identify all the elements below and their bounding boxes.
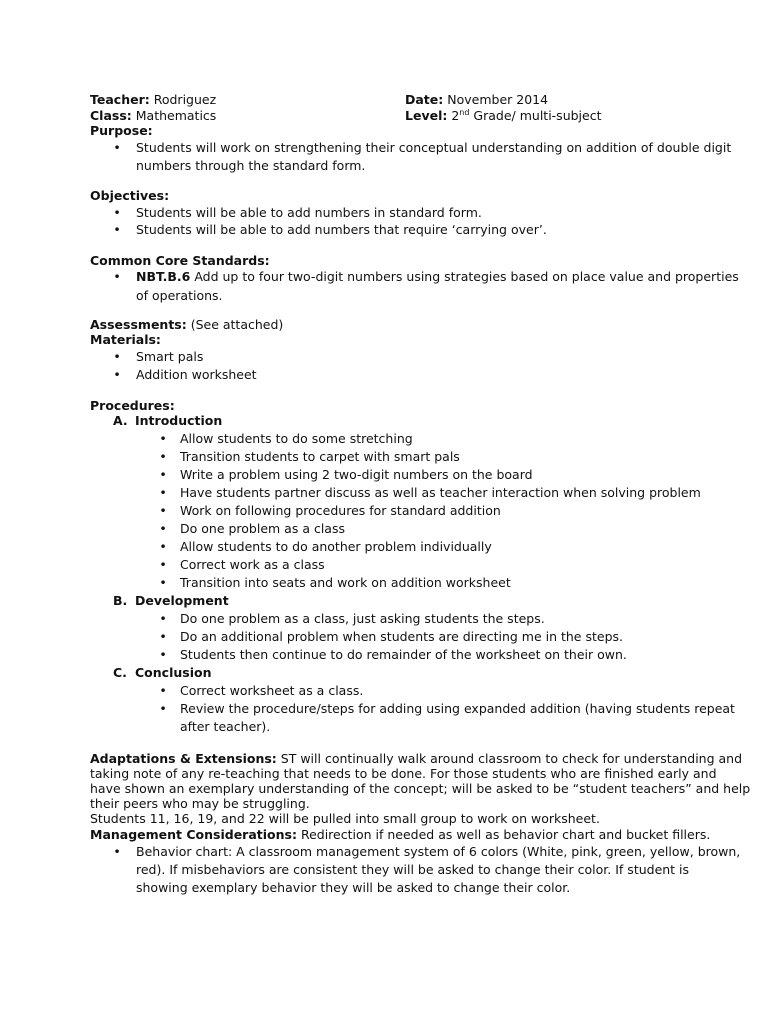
development-marker: B. — [113, 593, 128, 608]
management-heading: Management Considerations: — [90, 827, 297, 842]
development-item: Students then continue to do remainder of the worksheet on their own. — [180, 647, 627, 662]
bullet-icon: • — [159, 611, 167, 626]
intro-item: Correct work as a class — [180, 557, 325, 572]
adaptations-text: ST will continually walk around classroom to check for understanding and — [276, 751, 743, 766]
intro-title: Introduction — [135, 413, 223, 428]
bullet-icon: • — [113, 140, 121, 155]
level-rest: Grade/ multi-subject — [469, 108, 602, 123]
standards-heading: Common Core Standards: — [90, 253, 270, 268]
behavior-chart-line-3: showing exemplary behavior they will be asked to change their color. — [136, 880, 571, 895]
bullet-icon: • — [159, 449, 167, 464]
bullet-icon: • — [113, 269, 121, 284]
class-label: Class: — [90, 108, 132, 123]
intro-item: Allow students to do another problem individually — [180, 539, 492, 554]
date-value: November 2014 — [447, 92, 549, 107]
bullet-icon: • — [159, 485, 167, 500]
intro-item: Have students partner discuss as well as teacher interaction when solving problem — [180, 485, 701, 500]
assessments-heading: Assessments: — [90, 317, 187, 332]
management-line — [90, 826, 710, 844]
adaptations-line-2: taking note of any re-teaching that needs to be done. For those students who are finished early and — [90, 766, 717, 781]
intro-item: Allow students to do some stretching — [180, 431, 413, 446]
bullet-icon: • — [159, 431, 167, 446]
conclusion-item: Review the procedure/steps for adding using expanded addition (having students repeat — [180, 701, 735, 716]
bullet-icon: • — [159, 503, 167, 518]
intro-item: Do one problem as a class — [180, 521, 345, 536]
teacher-label: Teacher: — [90, 92, 150, 107]
conclusion-item-cont: after teacher). — [180, 719, 271, 734]
objective-item: Students will be able to add numbers in standard form. — [136, 205, 482, 220]
bullet-icon: • — [113, 844, 121, 859]
materials-heading: Materials: — [90, 332, 161, 347]
bullet-icon: • — [113, 222, 121, 237]
behavior-chart-line-2: red). If misbehaviors are consistent they will be asked to change their color. If student is — [136, 862, 690, 877]
bullet-icon: • — [159, 467, 167, 482]
conclusion-item: Correct worksheet as a class. — [180, 683, 364, 698]
adaptations-line-3: have shown an exemplary understanding of the concept; will be asked to be “student teachers” and help — [90, 781, 751, 796]
purpose-line-2: numbers through the standard form. — [136, 158, 366, 173]
bullet-icon: • — [113, 349, 121, 364]
bullet-icon: • — [159, 683, 167, 698]
bullet-icon: • — [159, 629, 167, 644]
adaptations-heading: Adaptations & Extensions: — [90, 751, 277, 766]
bullet-icon: • — [159, 521, 167, 536]
intro-item: Work on following procedures for standard addition — [180, 503, 501, 518]
development-item: Do an additional problem when students are directing me in the steps. — [180, 629, 623, 644]
assessments-text: (See attached) — [186, 317, 284, 332]
standards-line-2: of operations. — [136, 288, 223, 303]
intro-item: Transition into seats and work on addition worksheet — [180, 575, 511, 590]
bullet-icon: • — [159, 647, 167, 662]
conclusion-marker: C. — [113, 665, 127, 680]
standard-text: Add up to four two-digit numbers using strategies based on place value and properties — [190, 269, 739, 284]
bullet-icon: • — [113, 367, 121, 382]
conclusion-title: Conclusion — [135, 665, 212, 680]
level-num: 2 — [451, 108, 460, 123]
adaptations-line-4: their peers who may be struggling. — [90, 796, 310, 811]
bullet-icon: • — [159, 557, 167, 572]
bullet-icon: • — [159, 701, 167, 716]
bullet-icon: • — [113, 205, 121, 220]
intro-marker: A. — [113, 413, 128, 428]
bullet-icon: • — [159, 539, 167, 554]
level-sup: nd — [459, 107, 470, 117]
date-label: Date: — [405, 92, 444, 107]
development-item: Do one problem as a class, just asking students the steps. — [180, 611, 545, 626]
procedures-heading: Procedures: — [90, 398, 175, 413]
teacher-value: Rodriguez — [153, 92, 217, 107]
objectives-heading: Objectives: — [90, 188, 170, 203]
intro-item: Write a problem using 2 two-digit numbers on the board — [180, 467, 533, 482]
level-label: Level: — [405, 108, 448, 123]
purpose-line-1: Students will work on strengthening their conceptual understanding on addition of double digit — [136, 140, 732, 155]
standard-code: NBT.B.6 — [136, 269, 191, 284]
adaptations-line-5: Students 11, 16, 19, and 22 will be pulled into small group to work on worksheet. — [90, 811, 600, 826]
material-item: Smart pals — [136, 349, 204, 364]
objective-item: Students will be able to add numbers that require ‘carrying over’. — [136, 222, 547, 237]
material-item: Addition worksheet — [136, 367, 257, 382]
development-title: Development — [135, 593, 229, 608]
behavior-chart-line-1: Behavior chart: A classroom management system of 6 colors (White, pink, green, yellow, brown, — [136, 844, 741, 859]
management-text: Redirection if needed as well as behavior chart and bucket fillers. — [296, 827, 711, 842]
purpose-heading: Purpose: — [90, 123, 153, 138]
intro-item: Transition students to carpet with smart pals — [180, 449, 460, 464]
level-line — [405, 107, 601, 125]
bullet-icon: • — [159, 575, 167, 590]
standards-line-1 — [136, 268, 739, 286]
class-value: Mathematics — [135, 108, 217, 123]
